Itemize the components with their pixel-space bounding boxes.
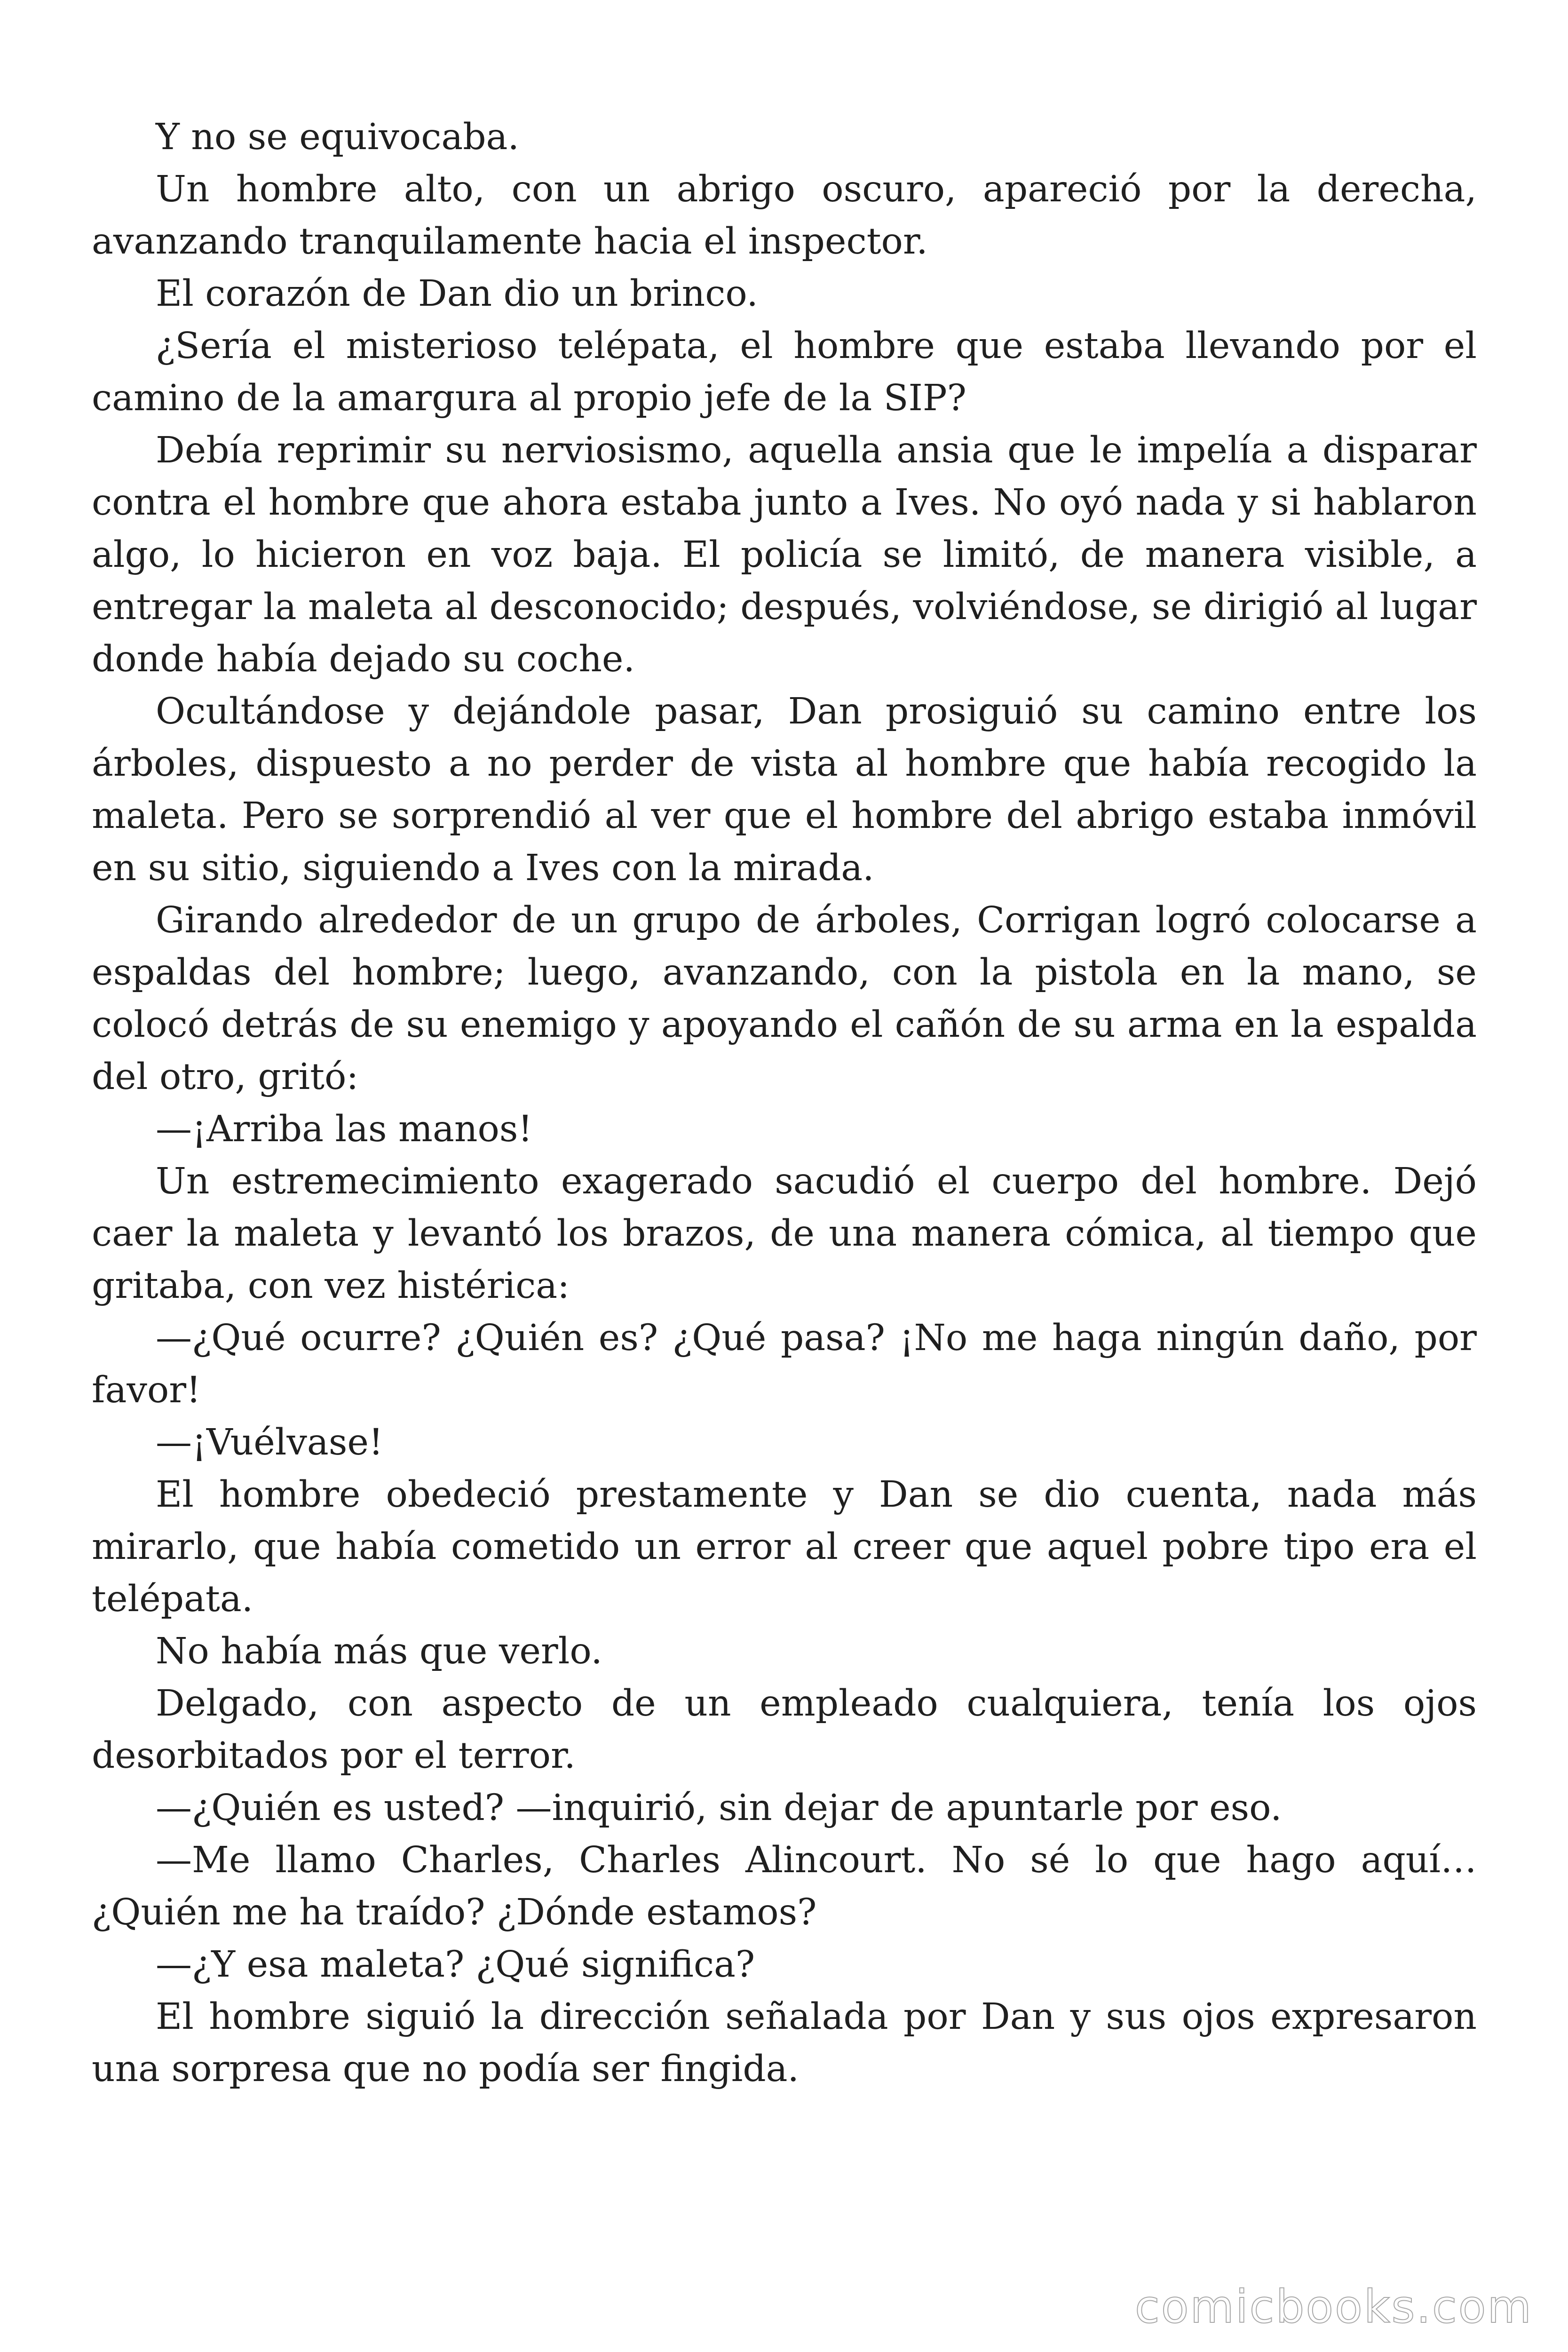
paragraph: Delgado, con aspecto de un empleado cualquiera, tenía los ojos desorbitados por el terror.	[92, 1683, 1477, 1777]
paragraph: —¡Arriba las manos!	[156, 1108, 533, 1150]
paragraph: Un hombre alto, con un abrigo oscuro, apareció por la derecha, avanzando tranquilamente hacia el inspector.	[92, 168, 1477, 262]
paragraph: —¡Vuélvase!	[156, 1422, 383, 1463]
paragraph: —¿Qué ocurre? ¿Quién es? ¿Qué pasa? ¡No me haga ningún daño, por favor!	[92, 1317, 1477, 1411]
paragraph: Y no se equivocaba.	[156, 116, 519, 158]
watermark: comicbooks.com	[1134, 2280, 1533, 2333]
paragraph: El hombre siguió la dirección señalada por Dan y sus ojos expresaron una sorpresa que no podía ser fingida.	[92, 1996, 1477, 2090]
paragraph: Girando alrededor de un grupo de árboles, Corrigan logró colocarse a espaldas del hombre; luego, avanzando, con la pistola en la mano, se colocó detrás de su enemigo y apoyando el cañón de su arma en la espalda del otro, gritó:	[92, 899, 1477, 1098]
paragraph: —¿Y esa maleta? ¿Qué significa?	[156, 1944, 755, 1986]
paragraph: Un estremecimiento exagerado sacudió el cuerpo del hombre. Dejó caer la maleta y levantó los brazos, de una manera cómica, al tiempo que gritaba, con vez histérica:	[92, 1160, 1477, 1307]
paragraph: ¿Sería el misterioso telépata, el hombre que estaba llevando por el camino de la amargura al propio jefe de la SIP?	[92, 325, 1477, 419]
paragraph: El hombre obedeció prestamente y Dan se dio cuenta, nada más mirarlo, que había cometido un error al creer que aquel pobre tipo era el telépata.	[92, 1474, 1477, 1620]
paragraph: No había más que verlo.	[156, 1630, 602, 1672]
paragraph: —¿Quién es usted? —inquirió, sin dejar de apuntarle por eso.	[156, 1787, 1282, 1829]
body-text	[92, 111, 1477, 2095]
paragraph: —Me llamo Charles, Charles Alincourt. No sé lo que hago aquí… ¿Quién me ha traído? ¿Dónde estamos?	[92, 1839, 1477, 1933]
paragraph: El corazón de Dan dio un brinco.	[156, 273, 758, 315]
paragraph: Ocultándose y dejándole pasar, Dan prosiguió su camino entre los árboles, dispuesto a no perder de vista al hombre que había recogido la maleta. Pero se sorprendió al ver que el hombre del abrigo estaba inmóvil en su sitio, siguiendo a Ives con la mirada.	[92, 691, 1477, 889]
paragraph: Debía reprimir su nerviosismo, aquella ansia que le impelía a disparar contra el hombre que ahora estaba junto a Ives. No oyó nada y si hablaron algo, lo hicieron en voz baja. El policía se limitó, de manera visible, a entregar la maleta al desconocido; después, volviéndose, se dirigió al lugar donde había dejado su coche.	[92, 429, 1477, 680]
